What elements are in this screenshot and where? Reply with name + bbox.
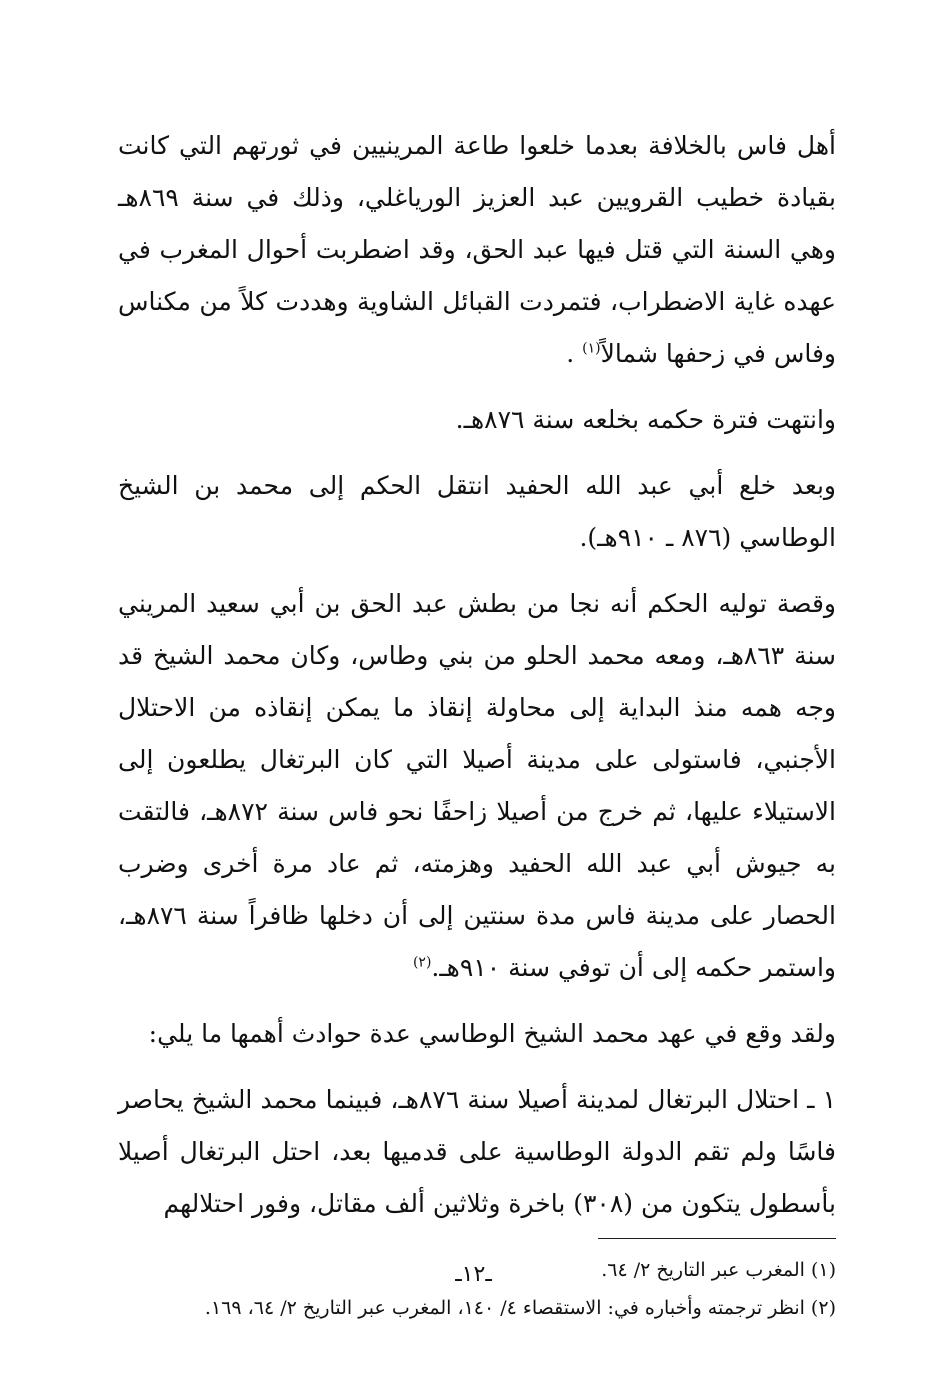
footnote-separator [598, 1238, 836, 1239]
paragraph [118, 460, 836, 564]
paragraph [118, 578, 836, 994]
page-body [118, 120, 836, 1327]
footnote: (٢) انظر ترجمته وأخباره في: الاستقصاء ٤/ ١٤٠، المغرب عبر التاريخ ٢/ ٦٤، ١٦٩. [204, 1297, 836, 1319]
main-text [118, 120, 836, 1230]
paragraph-text: وقصة توليه الحكم أنه نجا من بطش عبد الحق بن أبي سعيد المريني سنة ٨٦٣هـ، ومعه محمد الحلو من بني وطاس، وكان محمد الشيخ قد وجه همه منذ البداية إلى محاولة إنقاذ ما يمكن إنقاذه من الاحتلال الأجنبي، فاستولى على مدينة أصيلا التي كان البرتغال يطلعون إلى الاستيلاء عليها، ثم خرج من أصيلا زاحفًا نحو فاس سنة ٨٧٢هـ، فالتقت به جيوش أبي عبد الله الحفيد وهزمته، ثم عاد مرة أخرى وضرب الحصار على مدينة فاس مدة سنتين إلى أن دخلها ظافراً سنة ٨٧٦هـ، واستمر حكمه إلى أن توفي سنة ٩١٠هـ. [118, 589, 837, 982]
paragraph-text: أهل فاس بالخلافة بعدما خلعوا طاعة المرينيين في ثورتهم التي كانت بقيادة خطيب القرويين عبد العزيز الورياغلي، وذلك في سنة ٨٦٩هـ وهي السنة التي قتل فيها عبد الحق، وقد اضطربت أحوال المغرب في عهده غاية الاضطراب، فتمردت القبائل الشاوية وهددت كلاً من مكناس وفاس في زحفها شمالاً [118, 131, 836, 368]
paragraph-tail: . [566, 339, 583, 368]
footnote-ref: (١) [582, 340, 601, 357]
paragraph-text: ١ ـ احتلال البرتغال لمدينة أصيلا سنة ٨٧٦هـ، فبينما محمد الشيخ يحاصر فاسًا ولم تقم الدولة الوطاسية على قدميها بعد، احتل البرتغال أصيلا بأسطول يتكون من (٣٠٨) باخرة وثلاثين ألف مقاتل، وفور احتلالهم [118, 1085, 836, 1218]
footnote-ref: (٢) [412, 954, 432, 971]
paragraph [118, 120, 836, 380]
paragraph [118, 1008, 836, 1060]
paragraph [118, 394, 836, 446]
paragraph-text: ولقد وقع في عهد محمد الشيخ الوطاسي عدة حوادث أهمها ما يلي: [148, 1019, 836, 1048]
paragraph-text: وبعد خلع أبي عبد الله الحفيد انتقل الحكم إلى محمد بن الشيخ الوطاسي (٨٧٦ ـ ٩١٠هـ). [118, 471, 836, 552]
footnote: (١) المغرب عبر التاريخ ٢/ ٦٤. [601, 1259, 836, 1281]
page-number: ـ١٢ـ [455, 1262, 492, 1287]
paragraph [118, 1074, 836, 1230]
paragraph-text: وانتهت فترة حكمه بخلعه سنة ٨٧٦هـ. [455, 405, 836, 434]
